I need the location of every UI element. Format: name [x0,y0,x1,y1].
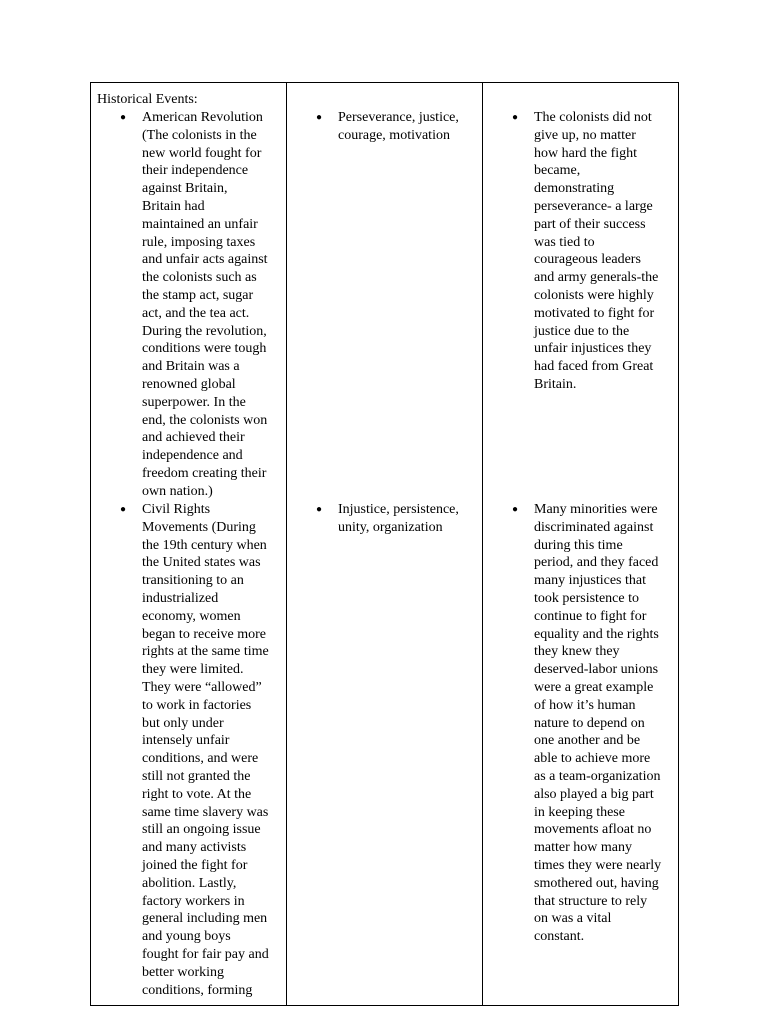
text-line: one another and be [534,733,641,749]
text-line: able to achieve more [534,751,651,767]
text-line: movements afloat no [534,822,652,838]
text-line: that structure to rely [534,893,648,909]
text-line: matter how many [534,840,632,856]
text-line: and many activists [142,840,247,856]
event-text [142,109,268,501]
text-line: to work in factories [142,697,252,713]
text-line: better working [142,964,225,980]
text-line: Britain. [534,376,577,392]
text-line: end, the colonists won [142,412,268,428]
text-line: independence and [142,448,243,464]
text-line: the 19th century when [142,537,267,553]
text-line: but only under [142,715,224,731]
text-line: unfair injustices they [534,341,652,357]
text-line: as a team-organization [534,768,661,784]
text-line: became, [534,163,581,179]
text-line: justice due to the [534,323,630,339]
text-line: and army generals-the [534,270,659,286]
text-line: and unfair acts against [142,252,268,268]
text-line: during this time [534,537,623,553]
text-line: renowned global [142,376,236,392]
text-line: also played a big part [534,786,654,802]
text-line: deserved-labor unions [534,662,659,678]
text-line: period, and they faced [534,555,659,571]
text-line: and achieved their [142,430,245,446]
text-line: Injustice, persistence, [338,502,459,517]
text-line: Movements (During [142,519,256,535]
text-line: had faced from Great [534,359,654,375]
text-line: Civil Rights [142,502,211,517]
text-line: how hard the fight [534,145,638,161]
traits-text [338,501,459,537]
text-line: still an ongoing issue [142,822,261,838]
text-line: the colonists such as [142,270,257,286]
text-line: maintained an unfair [142,216,258,232]
text-line: conditions, forming [142,982,253,998]
text-line: of how it’s human [534,697,636,713]
text-line: American Revolution [142,110,263,125]
text-line: in keeping these [534,804,625,820]
text-line: Britain had [142,198,205,214]
text-line: and Britain was a [142,359,240,375]
text-line: motivated to fight for [534,305,655,321]
text-line: part of their success [534,216,646,232]
text-line: conditions, and were [142,751,259,767]
bullet-icon: ● [512,504,519,515]
events-column [91,83,287,1005]
bullet-icon: ● [120,504,127,515]
text-line: own nation.) [142,483,213,499]
text-line: courage, motivation [338,127,450,143]
text-line: still not granted the [142,768,251,784]
text-line: intensely unfair [142,733,230,749]
text-line: act, and the tea act. [142,305,250,321]
text-line: their independence [142,163,249,179]
text-line: colonists were highly [534,287,654,303]
text-line: unity, organization [338,519,443,535]
text-line: the stamp act, sugar [142,287,254,303]
text-line: constant. [534,929,585,945]
text-line: discriminated against [534,519,654,535]
explanation-text [534,501,661,946]
text-line: freedom creating their [142,465,267,481]
text-line: Perseverance, justice, [338,110,459,125]
text-line: joined the fight for [142,857,248,873]
text-line: superpower. In the [142,394,246,410]
text-line: factory workers in [142,893,245,909]
text-line: economy, women [142,608,241,624]
text-line: (The colonists in the [142,127,257,143]
text-line: on was a vital [534,911,612,927]
text-line: took persistence to [534,590,639,606]
explanation-text [534,109,658,394]
text-line: fought for fair pay and [142,946,269,962]
text-line: abolition. Lastly, [142,875,237,891]
text-line: smothered out, having [534,875,659,891]
bullet-icon: ● [512,112,519,123]
text-line: During the revolution, [142,323,267,339]
traits-text [338,109,459,145]
bullet-icon: ● [120,112,127,123]
text-line: the United states was [142,555,261,571]
text-line: they knew they [534,644,620,660]
text-line: many injustices that [534,573,646,589]
text-line: same time slavery was [142,804,269,820]
bullet-icon: ● [316,112,323,123]
text-line: were a great example [534,679,654,695]
text-line: and young boys [142,929,231,945]
text-line: They were “allowed” [142,679,262,695]
explanation-column [483,83,678,1005]
text-line: courageous leaders [534,252,641,268]
text-line: Many minorities were [534,502,658,517]
text-line: against Britain, [142,181,228,197]
text-line: demonstrating [534,181,615,197]
table-heading: Historical Events: [97,92,198,107]
text-line: began to receive more [142,626,266,642]
text-line: industrialized [142,590,219,606]
text-line: new world fought for [142,145,262,161]
traits-column [287,83,483,1005]
text-line: general including men [142,911,268,927]
text-line: nature to depend on [534,715,645,731]
text-line: give up, no matter [534,127,636,143]
text-line: The colonists did not [534,110,652,125]
bullet-icon: ● [316,504,323,515]
text-line: was tied to [534,234,595,250]
event-text [142,501,269,999]
text-line: perseverance- a large [534,198,653,214]
text-line: right to vote. At the [142,786,252,802]
text-line: conditions were tough [142,341,267,357]
text-line: rights at the same time [142,644,269,660]
text-line: they were limited. [142,662,244,678]
text-line: transitioning to an [142,573,244,589]
text-line: equality and the rights [534,626,659,642]
text-line: continue to fight for [534,608,647,624]
events-table [90,82,679,1006]
text-line: times they were nearly [534,857,662,873]
text-line: rule, imposing taxes [142,234,256,250]
